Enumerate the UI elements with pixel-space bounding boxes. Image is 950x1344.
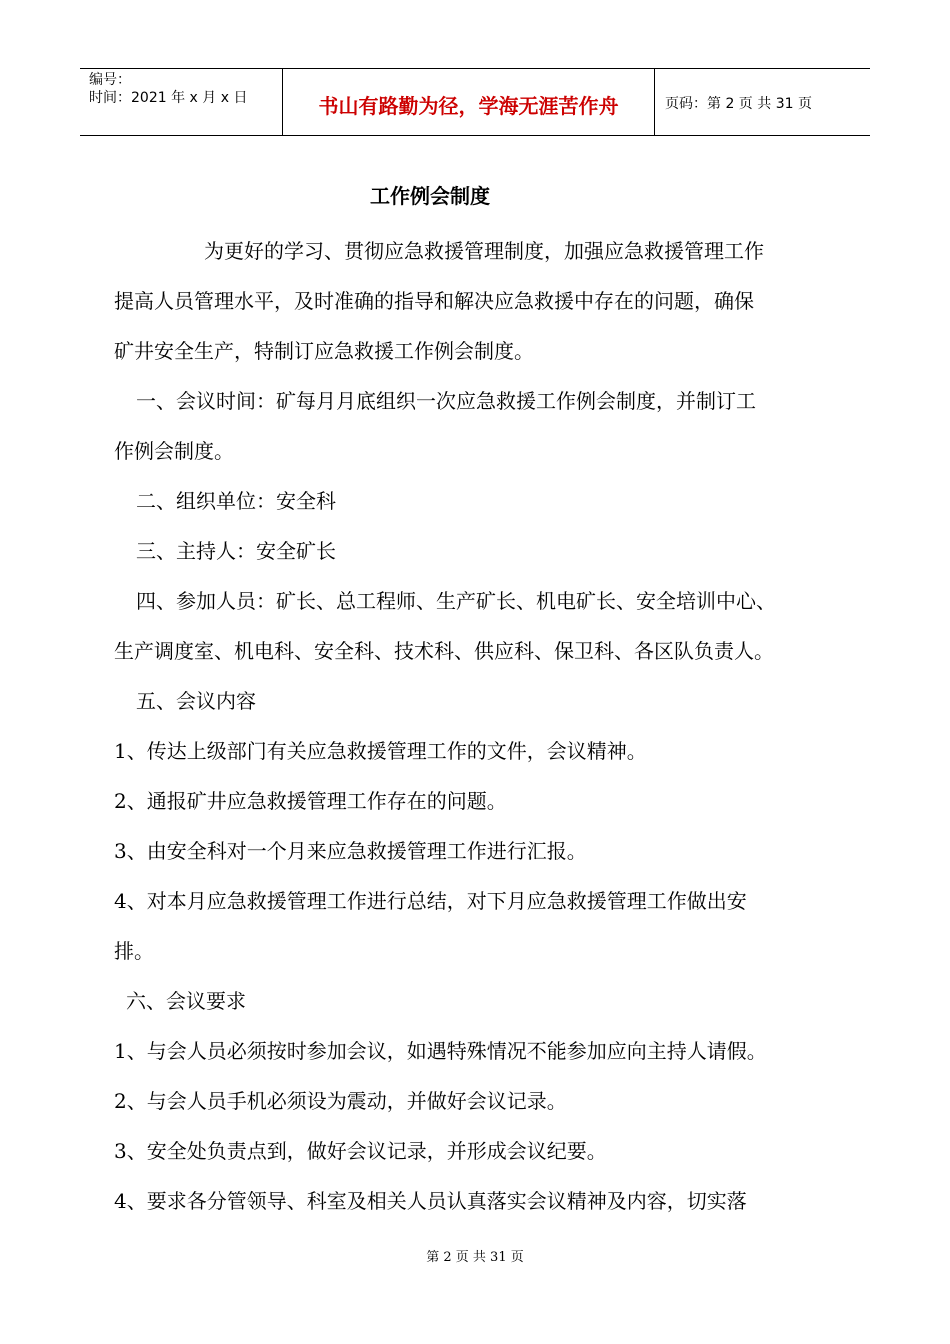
section-requirements-title: 六、会议要求 [126,989,246,1013]
section-participants: 四、参加人员：矿长、总工程师、生产矿长、机电矿长、安全培训中心、 [136,589,776,613]
document-date-label: 时间：2021 年 x 月 x 日 [89,90,248,106]
list-item: 1、传达上级部门有关应急救援管理工作的文件，会议精神。 [114,739,647,763]
list-item: 2、通报矿井应急救援管理工作存在的问题。 [114,789,507,813]
intro-line: 为更好的学习、贯彻应急救援管理制度，加强应急救援管理工作 [204,239,764,263]
list-item: 4、要求各分管领导、科室及相关人员认真落实会议精神及内容，切实落 [114,1189,747,1213]
header-meta-cell [80,69,283,135]
section-content-title: 五、会议内容 [136,689,256,713]
document-number-label: 编号： [89,72,131,88]
list-item: 2、与会人员手机必须设为震动，并做好会议记录。 [114,1089,567,1113]
list-item-cont: 排。 [114,939,154,963]
list-item: 3、由安全科对一个月来应急救援管理工作进行汇报。 [114,839,587,863]
header-motto: 书山有路勤为径，学海无涯苦作舟 [283,69,655,135]
section-meeting-time-cont: 作例会制度。 [114,439,234,463]
section-meeting-time: 一、会议时间：矿每月月底组织一次应急救援工作例会制度，并制订工 [136,389,756,413]
section-participants-cont: 生产调度室、机电科、安全科、技术科、供应科、保卫科、各区队负责人。 [114,639,774,663]
list-item: 4、对本月应急救援管理工作进行总结，对下月应急救援管理工作做出安 [114,889,747,913]
page-footer: 第 2 页 共 31 页 [426,1250,524,1265]
list-item: 1、与会人员必须按时参加会议，如遇特殊情况不能参加应向主持人请假。 [114,1039,767,1063]
intro-line: 提高人员管理水平，及时准确的指导和解决应急救援中存在的问题，确保 [114,289,754,313]
header-table [80,68,870,136]
section-host: 三、主持人：安全矿长 [136,539,336,563]
document-title: 工作例会制度 [370,184,490,208]
document-body [114,226,844,1226]
intro-line: 矿井安全生产，特制订应急救援工作例会制度。 [114,339,534,363]
section-organizer: 二、组织单位：安全科 [136,489,336,513]
list-item: 3、安全处负责点到，做好会议记录，并形成会议纪要。 [114,1139,607,1163]
header-page-info: 页码：第 2 页 共 31 页 [665,96,812,112]
